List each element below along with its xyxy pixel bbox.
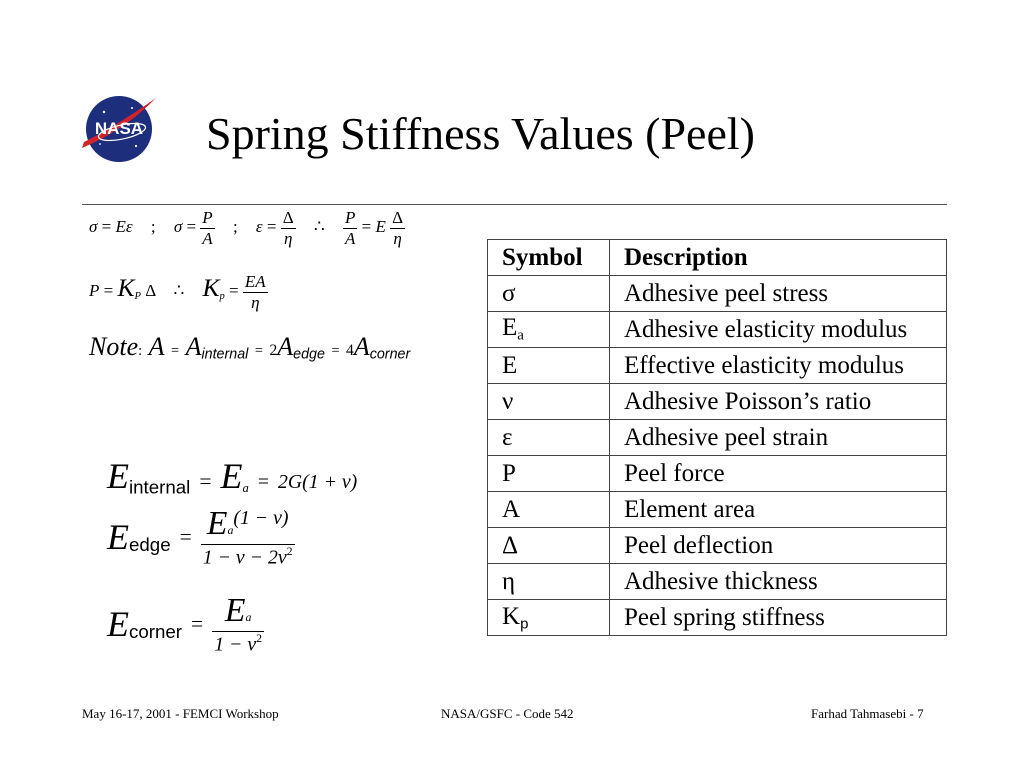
description-cell: Adhesive Poisson’s ratio xyxy=(610,384,947,420)
symbol-cell: E xyxy=(488,348,610,384)
equation-area-note: Note: A = Ainternal = 2Aedge = 4Acorner xyxy=(89,332,411,363)
table-row xyxy=(488,312,947,348)
logo-text: NASA xyxy=(94,119,144,138)
symbol-cell: η xyxy=(488,564,610,600)
description-cell: Adhesive peel strain xyxy=(610,420,947,456)
description-cell: Adhesive peel stress xyxy=(610,276,947,312)
symbol-cell: Kp xyxy=(488,600,610,636)
footer-left: May 16-17, 2001 - FEMCI Workshop xyxy=(82,706,279,721)
symbol-cell: P xyxy=(488,456,610,492)
description-cell: Element area xyxy=(610,492,947,528)
equation-e-internal: Einternal = Ea = 2G(1 + ν) xyxy=(107,456,358,498)
table-row xyxy=(488,528,947,564)
symbol-cell: ε xyxy=(488,420,610,456)
table-row xyxy=(488,348,947,384)
table-row xyxy=(488,456,947,492)
title-divider xyxy=(82,204,947,205)
header-symbol: Symbol xyxy=(488,240,610,276)
description-cell: Peel deflection xyxy=(610,528,947,564)
equation-spring-stiffness: $P = K_P$ Δ ∴ $K_p$ = $\frac{EA}{\eta}$ xyxy=(89,272,266,312)
table-header-row xyxy=(488,240,947,276)
footer-right: Farhad Tahmasebi - 7 xyxy=(811,706,924,721)
table-row xyxy=(488,420,947,456)
equation-e-edge: Eedge = $\frac{Ea(1 - \nu)}{1 - \nu - 2\nu^2}$ xyxy=(107,505,293,569)
footer-center: NASA/GSFC - Code 542 xyxy=(441,706,574,721)
description-cell: Effective elasticity modulus xyxy=(610,348,947,384)
symbol-cell: A xyxy=(488,492,610,528)
equation-e-corner: Ecorner = $\frac{Ea}{1 - \nu^2}$ xyxy=(107,592,263,656)
table-row xyxy=(488,600,947,636)
equation-stress-strain: σ = Eε ; σ = $\frac{P}{A}$ ; ε = $\frac{\Delta}{\eta}$ ∴ $\frac{P}{A}$ = E $\frac{\Delta}{\eta}$ xyxy=(89,208,404,248)
description-cell: Peel force xyxy=(610,456,947,492)
symbol-cell: Δ xyxy=(488,528,610,564)
symbol-cell: Ea xyxy=(488,312,610,348)
nasa-logo xyxy=(74,92,160,166)
symbol-cell: ν xyxy=(488,384,610,420)
table-row xyxy=(488,564,947,600)
description-cell: Adhesive thickness xyxy=(610,564,947,600)
table-row xyxy=(488,276,947,312)
table-row xyxy=(488,492,947,528)
header-description: Description xyxy=(610,240,947,276)
slide-title: Spring Stiffness Values (Peel) xyxy=(206,108,755,159)
description-cell: Adhesive elasticity modulus xyxy=(610,312,947,348)
table-row xyxy=(488,384,947,420)
description-cell: Peel spring stiffness xyxy=(610,600,947,636)
symbol-table xyxy=(487,239,947,636)
symbol-cell: σ xyxy=(488,276,610,312)
